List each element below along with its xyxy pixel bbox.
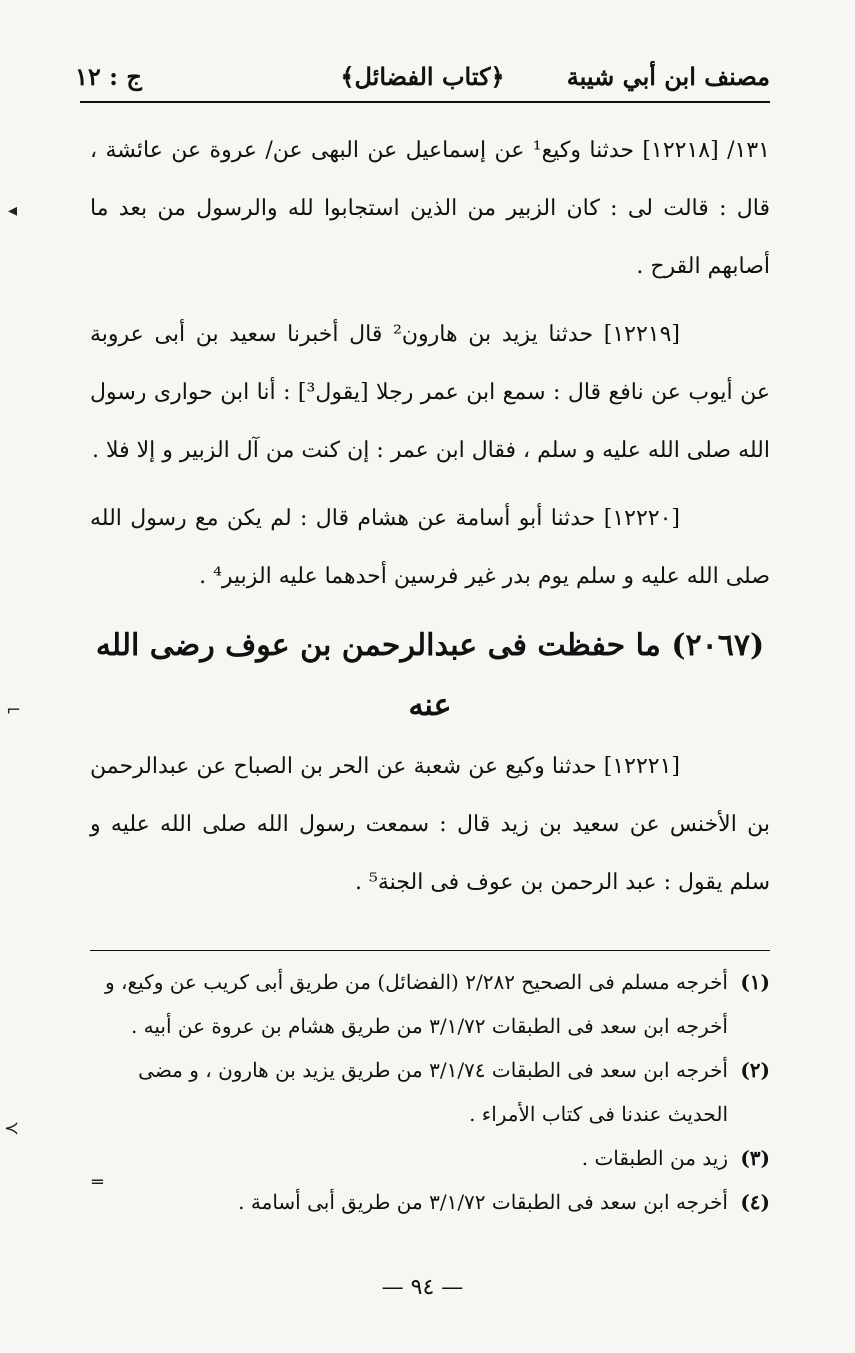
main-text xyxy=(90,122,770,922)
footnote-1 xyxy=(90,960,770,1048)
footnote-text: أخرجه ابن سعد فى الطبقات ٣/١/٧٤ من طريق يزيد بن هارون ، و مضى الحديث عندنا فى كتاب الأمراء . xyxy=(138,1058,728,1126)
hadith-12218 xyxy=(90,122,770,296)
hadith-12220: [١٢٢٢٠] حدثنا أبو أسامة عن هشام قال : لم يكن مع رسول الله صلى الله عليه و سلم يوم بدر غير فرسين أحدهما عليه الزبير⁴ . xyxy=(90,506,770,589)
hadith-12218-text: [١٢٢١٨] حدثنا وكيع¹ عن إسماعيل عن البهى عن/ عروة عن عائشة ، قال : قالت لى : كان الزبير من الذين استجابوا لله والرسول من بعد ما أصابهم القرح . xyxy=(90,138,770,279)
footnote-text: أخرجه مسلم فى الصحيح ٢/٢٨٢ (الفضائل) من طريق أبى كريب عن وكيع، و أخرجه ابن سعد فى الطبقات ٣/١/٧٢ من طريق هشام بن عروة عن أبيه . xyxy=(105,970,728,1038)
hadith-12221: [١٢٢٢١] حدثنا وكيع عن شعبة عن الحر بن الصباح عن عبدالرحمن بن الأخنس عن سعيد بن زيد قال : سمعت رسول الله صلى الله عليه و سلم يقول : عبد الرحمن بن عوف فى الجنة⁵ . xyxy=(90,754,770,895)
footnote-text: أخرجه ابن سعد فى الطبقات ٣/١/٧٢ من طريق أبى أسامة . xyxy=(238,1190,728,1214)
margin-mark-icon: ═ xyxy=(92,1172,103,1193)
page-number: — ٩٤ — xyxy=(381,1275,464,1300)
footnote-number: (٢) xyxy=(740,1058,770,1082)
footnote-number: (٤) xyxy=(740,1190,770,1214)
margin-mark-icon: ⌐ xyxy=(6,700,22,721)
header-book-title: مصنف ابن أبي شيبة xyxy=(566,61,770,91)
footnote-text: زيد من الطبقات . xyxy=(581,1146,728,1170)
header-chapter-title: ﴿كتاب الفضائل﴾ xyxy=(340,61,505,91)
folio-marker: ١٣١/ xyxy=(727,138,770,163)
document-page xyxy=(75,50,770,1320)
footnote-number: (٣) xyxy=(740,1146,770,1170)
hadith-12219: [١٢٢١٩] حدثنا يزيد بن هارون² قال أخبرنا سعيد بن أبى عروبة عن أيوب عن نافع قال : سمع ابن عمر رجلا [يقول³] : أنا ابن حوارى رسول الله صلى الله عليه و سلم ، فقال ابن عمر : إن كنت من آل الزبير و إلا فلا . xyxy=(90,322,770,463)
footnote-rule xyxy=(90,950,770,951)
running-header xyxy=(75,56,770,96)
footnote-4 xyxy=(90,1180,770,1224)
footnotes xyxy=(90,960,770,1224)
footnote-number: (١) xyxy=(740,970,770,994)
header-volume: ج : ١٢ xyxy=(75,61,142,91)
margin-mark-icon: ≺ xyxy=(4,1118,20,1139)
margin-mark-icon: ◂ xyxy=(8,200,18,221)
footnote-3 xyxy=(90,1136,770,1180)
footnote-2 xyxy=(90,1048,770,1136)
header-rule xyxy=(80,101,770,103)
section-heading: (٢٠٦٧) ما حفظت فى عبدالرحمن بن عوف رضى الله عنه xyxy=(95,628,765,723)
